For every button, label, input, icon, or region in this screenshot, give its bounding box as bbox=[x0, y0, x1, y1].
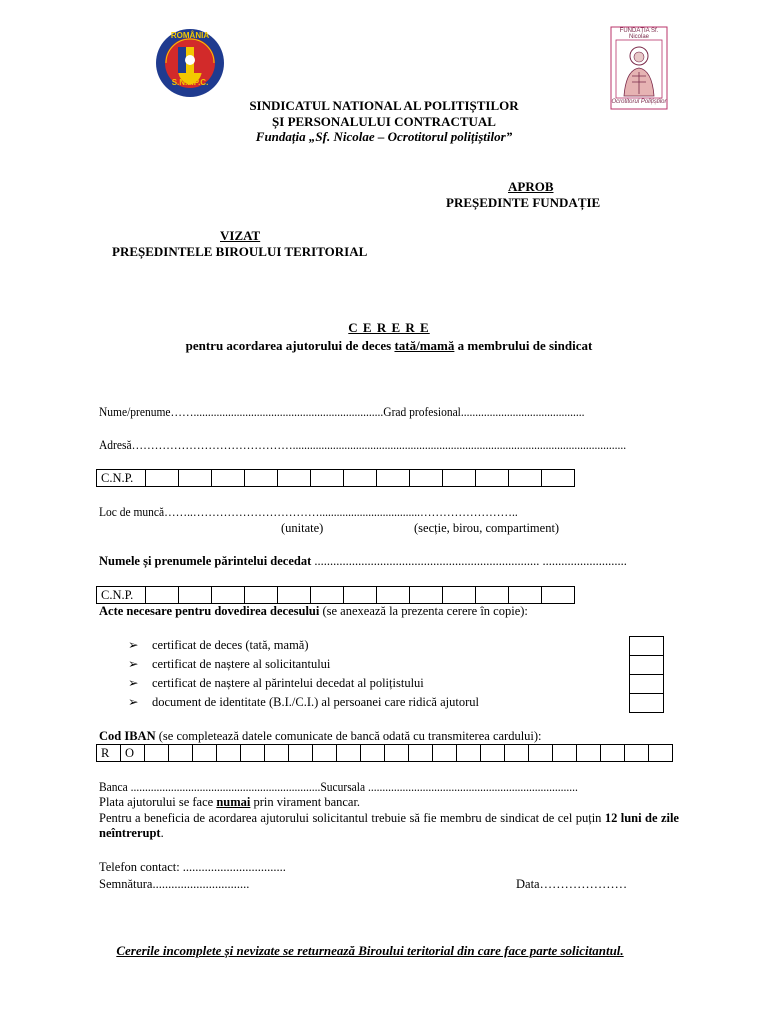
header-line-1: SINDICATUL NATIONAL AL POLITIȘTILOR bbox=[249, 98, 519, 113]
data-field[interactable]: Data………………… bbox=[516, 877, 628, 891]
subtitle-tata-mama: tată/mamă bbox=[394, 338, 455, 353]
document-title: C E R E R E bbox=[348, 320, 430, 335]
parinte-decedat-field[interactable] bbox=[99, 554, 627, 569]
cnp-cell[interactable] bbox=[377, 587, 410, 604]
iban-label-bold: Cod IBAN bbox=[99, 729, 156, 743]
document-subtitle bbox=[0, 338, 768, 354]
iban-cell[interactable] bbox=[553, 745, 577, 762]
iban-cell[interactable] bbox=[241, 745, 265, 762]
cnp-grid-parinte[interactable] bbox=[96, 586, 575, 604]
cnp-cell[interactable] bbox=[212, 470, 245, 487]
iban-cell[interactable] bbox=[601, 745, 625, 762]
iban-cell[interactable] bbox=[337, 745, 361, 762]
header-line-2: ȘI PERSONALULUI CONTRACTUAL bbox=[272, 114, 496, 129]
cnp-cell[interactable] bbox=[344, 587, 377, 604]
acte-label-bold: Acte necesare pentru dovedirea decesului bbox=[99, 604, 320, 618]
presedinte-fundatie-label: PREȘEDINTE FUNDAȚIE bbox=[446, 195, 601, 210]
returnare-note: Cererile incomplete și nevizate se returnează Biroului teritorial din care face parte solicitantul. bbox=[116, 943, 624, 958]
snppc-logo-top-text: ROMÂNIA bbox=[170, 31, 210, 40]
arrow-bullet-icon: ➢ bbox=[128, 638, 139, 652]
iban-cell[interactable] bbox=[433, 745, 457, 762]
acte-checkbox[interactable] bbox=[629, 636, 664, 656]
iban-cell[interactable] bbox=[625, 745, 649, 762]
iban-cell[interactable] bbox=[193, 745, 217, 762]
iban-cell[interactable] bbox=[289, 745, 313, 762]
cnp-cell[interactable] bbox=[311, 470, 344, 487]
iban-prefix-o: O bbox=[121, 745, 145, 762]
semnatura-field[interactable]: Semnătura............................... bbox=[99, 877, 250, 891]
acte-checkbox[interactable] bbox=[629, 694, 664, 713]
cnp-cell[interactable] bbox=[476, 470, 509, 487]
acte-item: ➢ certificat de deces (tată, mamă) bbox=[128, 636, 479, 655]
iban-cell[interactable] bbox=[217, 745, 241, 762]
iban-cell[interactable] bbox=[577, 745, 601, 762]
cnp-cell[interactable] bbox=[443, 587, 476, 604]
arrow-bullet-icon: ➢ bbox=[128, 657, 139, 671]
iban-cell[interactable] bbox=[385, 745, 409, 762]
cnp-cell[interactable] bbox=[377, 470, 410, 487]
iban-label-rest: (se completează datele comunicate de bancă odată cu transmiterea cardului): bbox=[155, 729, 542, 743]
arrow-bullet-icon: ➢ bbox=[128, 695, 139, 709]
fundatia-logo-top-text: FUNDAȚIA Sf. Nicolae bbox=[619, 28, 659, 40]
telefon-field[interactable]: Telefon contact: ................................. bbox=[99, 860, 286, 874]
iban-prefix-r: R bbox=[97, 745, 121, 762]
parinte-decedat-dots: ........................................................................ ........................... bbox=[311, 554, 627, 568]
iban-cell[interactable] bbox=[457, 745, 481, 762]
cnp-cell[interactable] bbox=[212, 587, 245, 604]
cnp-cell[interactable] bbox=[146, 587, 179, 604]
iban-cell[interactable] bbox=[649, 745, 673, 762]
cnp-cell[interactable] bbox=[443, 470, 476, 487]
iban-grid[interactable] bbox=[96, 744, 673, 762]
iban-cell[interactable] bbox=[481, 745, 505, 762]
unitate-hint: (unitate) bbox=[281, 521, 324, 535]
cnp-grid-solicitant[interactable] bbox=[96, 469, 575, 487]
beneficiu-emphasis: 12 luni de zile neîntrerupt bbox=[99, 811, 679, 840]
acte-label-rest: (se anexează la prezenta cerere în copie): bbox=[319, 604, 528, 618]
cnp-cell[interactable] bbox=[179, 587, 212, 604]
iban-cell[interactable] bbox=[361, 745, 385, 762]
beneficiu-note: Pentru a beneficia de acordarea ajutorului solicitantul trebuie să fie membru de sindicat de cel puțin 12 luni de zile neîntrerupt. bbox=[99, 811, 679, 840]
acte-item: ➢ certificat de naștere al solicitantului bbox=[128, 655, 479, 674]
iban-cell[interactable] bbox=[145, 745, 169, 762]
acte-item: ➢ document de identitate (B.I./C.I.) al persoanei care ridică ajutorul bbox=[128, 693, 479, 712]
subtitle-before: pentru acordarea ajutorului de deces bbox=[185, 338, 395, 353]
adresa-field[interactable]: Adresă…………………………………….................................................................................................................... bbox=[99, 438, 627, 452]
arrow-bullet-icon: ➢ bbox=[128, 676, 139, 690]
vizat-label: VIZAT bbox=[220, 228, 261, 243]
iban-cell[interactable] bbox=[169, 745, 193, 762]
fundatia-logo-bottom-text: Ocrotitorul Polițiștilor bbox=[611, 99, 667, 105]
cnp-cell[interactable] bbox=[179, 470, 212, 487]
acte-checkbox[interactable] bbox=[629, 656, 664, 675]
iban-cell[interactable] bbox=[313, 745, 337, 762]
acte-checkboxes bbox=[629, 636, 664, 713]
cnp-cell[interactable] bbox=[542, 587, 575, 604]
snppc-logo-bottom-text: S.N.P.P.C. bbox=[171, 78, 209, 87]
banca-sucursala-field[interactable]: Banca ..................................................................Sucursala ......................................................................... bbox=[99, 780, 578, 794]
cnp-cell[interactable] bbox=[278, 587, 311, 604]
acte-list bbox=[128, 636, 479, 712]
cnp-cell[interactable] bbox=[509, 587, 542, 604]
cnp-cell[interactable] bbox=[476, 587, 509, 604]
iban-cell[interactable] bbox=[409, 745, 433, 762]
cnp-cell[interactable] bbox=[245, 587, 278, 604]
iban-cell[interactable] bbox=[505, 745, 529, 762]
acte-necesare-heading bbox=[99, 604, 528, 619]
sectie-hint: (secție, birou, compartiment) bbox=[414, 521, 560, 535]
loc-de-munca-field[interactable]: Loc de muncă……..……………………………...................................…………………….. bbox=[99, 505, 518, 519]
numai-emphasis: numai bbox=[216, 795, 251, 809]
cnp-cell[interactable] bbox=[146, 470, 179, 487]
cnp-cell[interactable] bbox=[410, 470, 443, 487]
iban-heading bbox=[99, 729, 542, 744]
nume-prenume-field[interactable]: Nume/prenume……..................................................................Grad profesional........................................... bbox=[99, 405, 585, 419]
acte-item: ➢ certificat de naștere al părintelui decedat al polițistului bbox=[128, 674, 479, 693]
acte-checkbox[interactable] bbox=[629, 675, 664, 694]
cnp-cell[interactable] bbox=[278, 470, 311, 487]
cnp-cell[interactable] bbox=[245, 470, 278, 487]
cnp-cell[interactable] bbox=[344, 470, 377, 487]
parinte-decedat-label: Numele și prenumele părintelui decedat bbox=[99, 554, 312, 568]
plata-note: Plata ajutorului se face numai prin virament bancar. bbox=[99, 795, 361, 809]
cnp-cell[interactable] bbox=[410, 587, 443, 604]
aprob-label: APROB bbox=[508, 179, 554, 194]
cnp-cell[interactable] bbox=[311, 587, 344, 604]
cnp-cell[interactable] bbox=[542, 470, 575, 487]
presedinte-birou-label: PREȘEDINTELE BIROULUI TERITORIAL bbox=[112, 244, 368, 259]
cnp-label: C.N.P. bbox=[97, 587, 146, 604]
iban-cell[interactable] bbox=[529, 745, 553, 762]
cnp-cell[interactable] bbox=[509, 470, 542, 487]
header-line-3: Fundația „Sf. Nicolae – Ocrotitorul polițiștilor” bbox=[255, 129, 513, 144]
iban-cell[interactable] bbox=[265, 745, 289, 762]
cnp-label: C.N.P. bbox=[97, 470, 146, 487]
subtitle-after: a membrului de sindicat bbox=[454, 338, 593, 353]
